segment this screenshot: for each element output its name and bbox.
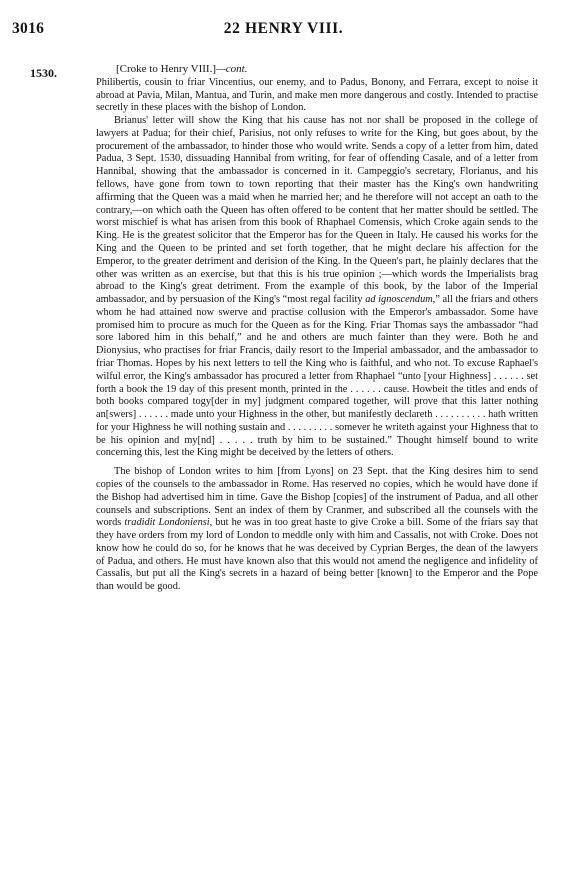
paragraph-list	[96, 77, 538, 594]
paragraph	[96, 115, 538, 460]
page-header	[12, 20, 555, 40]
page-number: 3016	[12, 20, 45, 37]
margin-year: 1530.	[30, 66, 57, 80]
italic-phrase: tradidit Londoniensi	[124, 517, 210, 529]
text-run: The bishop of London writes to him [from Lyons] on 23 Sept. that the King desires him to send copies of the counsels to the ambassador in Rome. Has reserved no copies, which he would have done if the Bishop had advertised him in time. Gave the Bishop [copies] of the instrument of Padua, and all other counsels and subscriptions. Sent an index of them by Cranmer, and subscribed all the counsels with the words	[96, 466, 538, 529]
paragraph	[96, 466, 538, 594]
library-stamp-watermark	[0, 575, 104, 664]
letter-sender: [Croke to Henry VIII.]	[116, 63, 216, 75]
text-run: Philibertis, cousin to friar Vincentius, our enemy, and to Padus, Bonony, and Ferrara, except to noise it abroad at Pavia, Milan, Mantua, and Turin, and make men more dangerous and costly. Intended to practise secretly in these places with the bishop of London.	[96, 76, 538, 114]
italic-phrase: ad ignoscendum	[365, 294, 433, 306]
running-title: 22 HENRY VIII.	[223, 20, 344, 37]
document-body	[96, 63, 538, 594]
continued-marker: —cont.	[216, 63, 248, 75]
letter-heading	[96, 63, 538, 76]
paragraph	[96, 77, 538, 115]
text-run: Brianus' letter will show the King that his cause has not nor shall be proposed in the college of lawyers at Padua; for their chief, Parisius, not only refuses to write for the King, but goes about, by the procurement of the ambassador, to hinder those who would write. Sends a copy of a letter from him, dated Padua, 3 Sept. 1530, dissuading Hannibal from writing, for fear of offending Casale, and of a letter from Hannibal, showing that the ambassador is concerned in it. Campeggio's secretary, Florianus, and his fellows, have gone from town to town reporting that their master has the King's own handwriting affirming that the Queen was a maid when he married her; and he therefore will not accept an oath to the contrary,—on which oath the Queen has often offered to be content that her matter should be settled. The worst mischief is what has arisen from this book of Rhaphael Comensis, which Croke again sends to the King. He is the greatest solicitor that the Emperor has for the Queen in Italy. He caused his works for the King and the Queen to be printed and set forth together, that he might declare his affection for the Emperor, to the greater detriment and derision of the King. In the Queen's part, he plainly declares that the other was written as an exercise, but that this is his true opinion ;—which words the Imperialists brag abroad to the King's great detriment. From the example of this book, by the labor of the Imperial ambassador, and by persuasion of the King's “most regal facility	[96, 115, 538, 306]
text-run: ,” all the friars and others whom he had attained now swerve and practise collusion with the Emperor's ambassador. Some have promised him to procure as much for the Queen as for the King. Friar Thomas says the ambassador “had sore labored him in this behalf,” and he and others are much fainter than they were. Both he and Dionysius, who practises for friar Francis, daily resort to the Imperial ambassador, and the ambassador to friar Thomas. Hopes by his next letters to tell the King who is faithful, and who not. To excuse Raphael's wilful error, the King's ambassador has procured a letter from Rhaphael “unto [your Highness] . . . . . . set forth a book the 19 day of this present month, printed in the . . . . . . cause. Howbeit the titles and ends of both books compared togy[der in my] judgment compared together, will prove that this latter nothing an[swers] . . . . . . made unto your Highness in the other, but manifestly declareth . . . . . . . . . . hath written for your Highness he will nothing sustain and . . . . . . . . . somever he writeth against your Highness that to be his opinion and my[nd] . . . . . truth by him to be sustained.” Thought himself bound to write concerning this, lest the King might be deceived by the letters of others.	[96, 294, 539, 459]
text-run: , but he was in too great haste to give Croke a bill. Some of the friars say that they have orders from my lord of London to meddle only with him and Cassalis, not with Croke. Does not know how he could do so, for he knows that he was deceived by Cyprian Berges, the dean of the lawyers of Padua, and others. He must have known also that this would not amend the negligence and infidelity of Cassalis, but put all the King's secrets in a hazard of being better [known] to the Emperor and the Pope than would be good.	[96, 517, 538, 593]
